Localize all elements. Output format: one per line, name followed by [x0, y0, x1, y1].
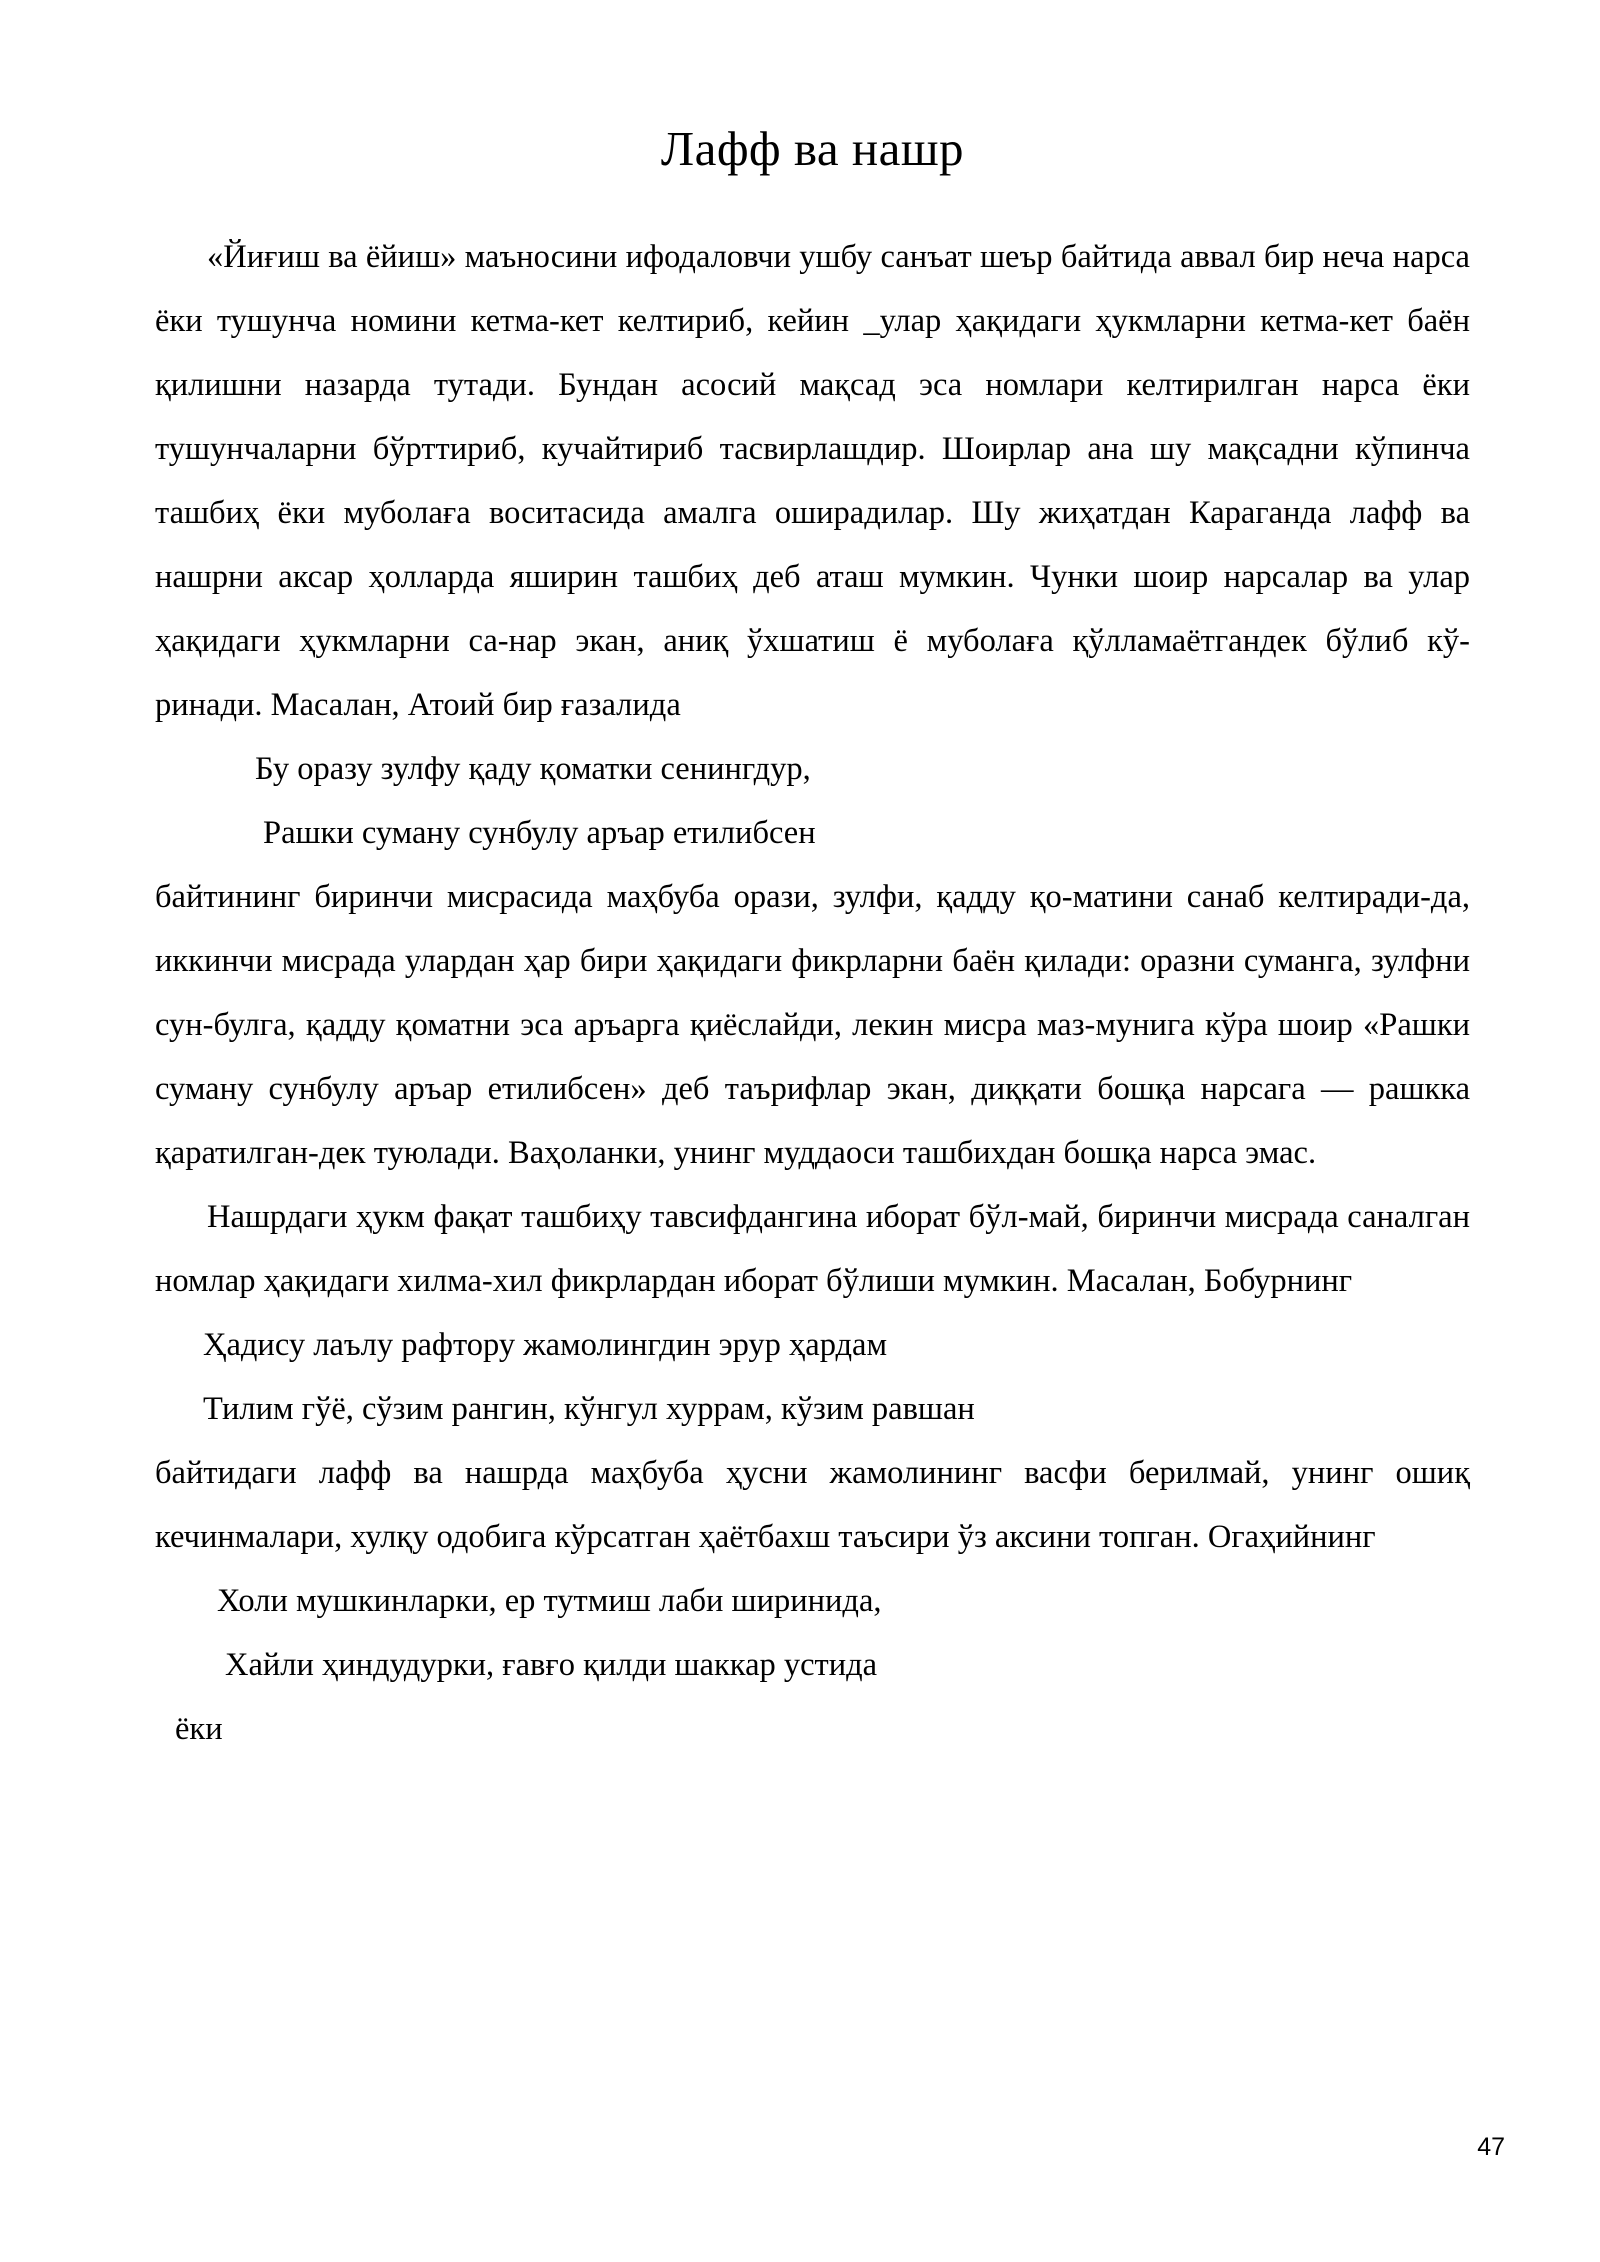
trailing-word: ёки — [175, 1710, 223, 1747]
page-content — [155, 120, 1470, 1761]
paragraph-2: байтининг биринчи мисрасида маҳбуба орази, зулфи, қадду қо-матини санаб келтиради-да, иккинчи мисрада улардан ҳар бири ҳақидаги фикрларни баён қилади: оразни суманга, зулфни сун-булга, қадду қоматни эса аръарга қиёслайди, лекин мисра маз-мунига кўра шоир «Рашки суману сунбулу аръар етилибсен» деб таърифлар экан, диққати бошқа нарсага — рашкка қаратилган-дек туюлади. Ваҳоланки, унинг муддаоси ташбихдан бошқа нарса эмас. — [155, 878, 1470, 1171]
page-number: 47 — [1477, 2133, 1505, 2161]
verse-line-2: Рашки суману сунбулу аръар етилибсен — [263, 814, 816, 851]
page-title: Лафф ва нашр — [660, 121, 965, 176]
verse-line-6: Хайли ҳиндудурки, ғавғо қилди шаккар устида — [225, 1646, 878, 1683]
paragraph-1: «Йиғиш ва ёйиш» маъносини ифодаловчи ушбу санъат шеър байтида аввал бир неча нарса ёки тушунча номини кетма-кет келтириб, кейин _улар ҳақидаги ҳукмларни кетма-кет баён қилишни назарда тутади. Бундан асосий мақсад эса номлари келтирилган нарса ёки тушунчаларни бўрттириб, кучайтириб тасвирлашдир. Шоирлар ана шу мақсадни кўпинча ташбиҳ ёки муболаға воситасида амалга оширадилар. Шу жиҳатдан Караганда лафф ва нашрни аксар ҳолларда яширин ташбиҳ деб аташ мумкин. Чунки шоир нарсалар ва улар ҳақидаги ҳукмларни са-нар экан, аниқ ўхшатиш ё муболаға қўлламаётгандек бўлиб кў-ринади. Масалан, Атоий бир ғазалида — [155, 238, 1470, 723]
verse-line-5: Холи мушкинларки, ер тутмиш лаби ширинида, — [217, 1582, 882, 1619]
verse-line-4: Тилим гўё, сўзим рангин, кўнгул хуррам, кўзим равшан — [203, 1390, 975, 1427]
paragraph-4: байтидаги лафф ва нашрда маҳбуба ҳусни жамолининг васфи берилмай, унинг ошиқ кечинмалари, хулқу одобига кўрсатган ҳаётбахш таъсири ўз аксини топган. Огаҳийнинг — [155, 1454, 1470, 1555]
paragraph-3: Нашрдаги ҳукм фақат ташбиҳу тавсифдангина иборат бўл-май, биринчи мисрада саналган номлар ҳақидаги хилма-хил фикрлардан иборат бўлиши мумкин. Масалан, Бобурнинг — [155, 1198, 1470, 1299]
verse-line-1: Бу оразу зулфу қаду қоматки сенингдур, — [255, 750, 811, 787]
verse-line-3: Ҳадису лаълу рафтору жамолингдин эрур ҳардам — [203, 1326, 888, 1363]
